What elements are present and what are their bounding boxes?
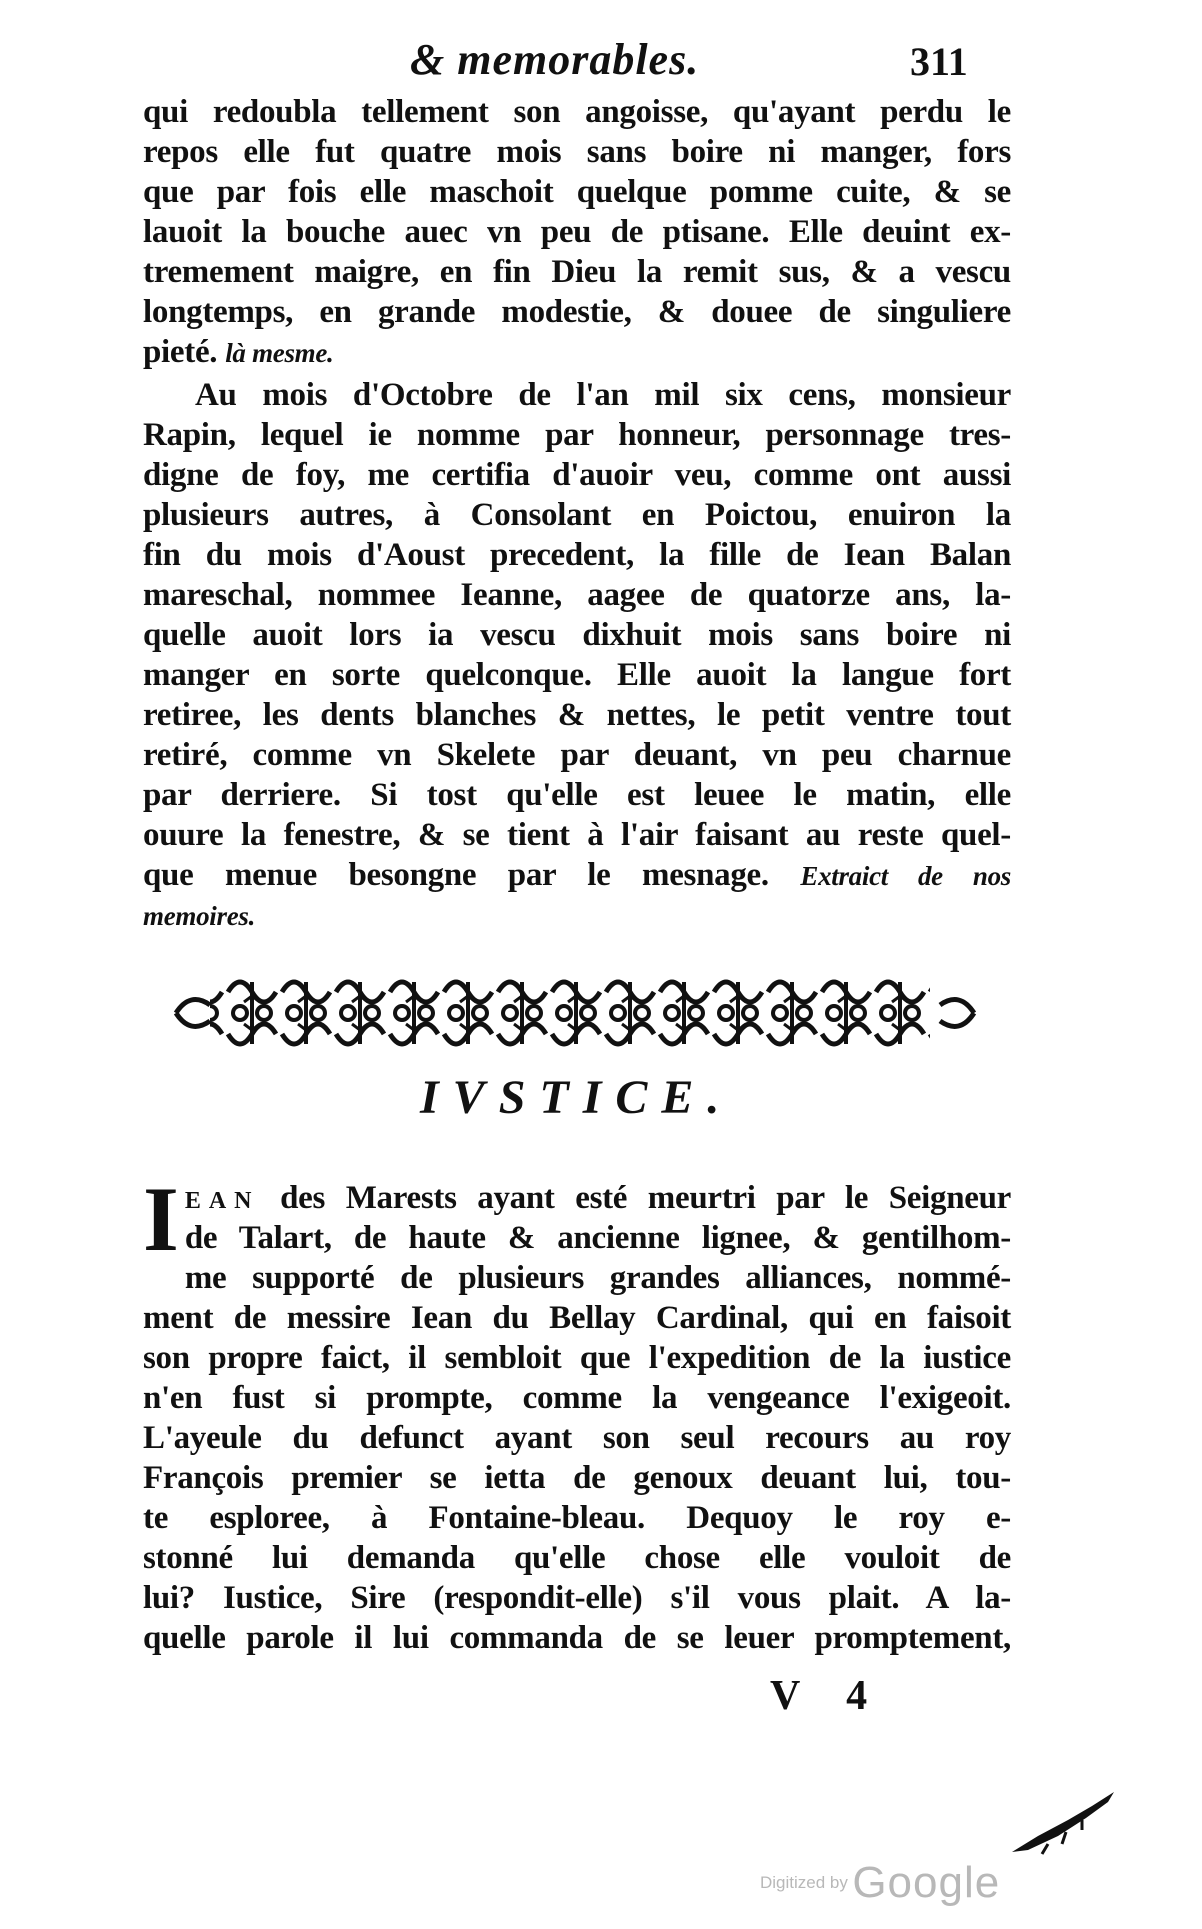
paragraph-rapin (143, 375, 1011, 935)
text-line: repos elle fut quatre mois sans boire ni manger, fors (143, 134, 1011, 170)
signature-mark: V 4 (770, 1673, 886, 1719)
section-title: IVSTICE. (420, 1071, 734, 1124)
text-fragment: des Marests ayant esté meurtri par le Seigneur (280, 1180, 1012, 1216)
text-line: stonné lui demanda qu'elle chose elle vouloit de (143, 1540, 1011, 1576)
text-line (143, 895, 1011, 935)
running-head: & memorables. (410, 35, 700, 84)
text-line: qui redoubla tellement son angoisse, qu'ayant perdu le (143, 94, 1011, 130)
text-line: ouure la fenestre, & se tient à l'air faisant au reste quel- (143, 817, 1011, 853)
text-line: de Talart, de haute & ancienne lignee, & gentilhom- (184, 1220, 1011, 1256)
text-line: n'en fust si prompte, comme la vengeance l'exigeoit. (143, 1380, 1011, 1416)
text-line: me supporté de plusieurs grandes alliances, nommé- (184, 1260, 1011, 1296)
small-caps-word: EAN (184, 1188, 260, 1214)
page-number: 311 (910, 39, 968, 84)
text-line: plusieurs autres, à Consolant en Poictou, enuiron la (143, 497, 1011, 533)
text-line: manger en sorte quelconque. Elle auoit la langue fort (143, 657, 1011, 693)
text-line: François premier se ietta de genoux deuant lui, tou- (143, 1460, 1011, 1496)
text-fragment: pieté. (143, 334, 218, 370)
text-line: tremement maigre, en fin Dieu la remit sus, & a vescu (143, 254, 1011, 290)
text-line (143, 1178, 1011, 1218)
text-line: retiree, les dents blanches & nettes, le petit ventre tout (143, 697, 1011, 733)
text-line: quelle auoit lors ia vescu dixhuit mois sans boire ni (143, 617, 1011, 653)
source-citation: là mesme. (225, 338, 334, 368)
text-fragment: que menue besongne par le mesnage. (143, 857, 769, 893)
text-line: fin du mois d'Aoust precedent, la fille de Iean Balan (143, 537, 1011, 573)
text-line: mareschal, nommee Ieanne, aagee de quatorze ans, la- (143, 577, 1011, 613)
google-logo-text: Google (852, 1858, 1001, 1907)
text-line: que par fois elle maschoit quelque pomme cuite, & se (143, 174, 1011, 210)
ink-smudge (1008, 1786, 1118, 1856)
text-line: longtemps, en grande modestie, & douee de singuliere (143, 294, 1011, 330)
text-line: digne de foy, me certifia d'auoir veu, comme ont aussi (143, 457, 1011, 493)
digitized-watermark (760, 1858, 1000, 1908)
source-citation: Extraict de nos (800, 861, 1011, 891)
text-line: ment de messire Iean du Bellay Cardinal, qui en faisoit (143, 1300, 1011, 1336)
page-header (410, 34, 1110, 94)
text-line: par derriere. Si tost qu'elle est leuee le matin, elle (143, 777, 1011, 813)
text-line (143, 332, 1011, 372)
text-line: Rapin, lequel ie nomme par honneur, personnage tres- (143, 417, 1011, 453)
watermark-small-text: Digitized by (760, 1873, 848, 1892)
text-line: te esploree, à Fontaine-bleau. Dequoy le roy e- (143, 1500, 1011, 1536)
text-line: quelle parole il lui commanda de se leuer promptement, (143, 1620, 1011, 1656)
text-line: lui? Iustice, Sire (respondit-elle) s'il vous plait. A la- (143, 1580, 1011, 1616)
ornament-band (170, 968, 980, 1058)
text-line (143, 855, 1011, 895)
text-line: retiré, comme vn Skelete par deuant, vn peu charnue (143, 737, 1011, 773)
text-line: lauoit la bouche auec vn peu de ptisane. Elle deuint ex- (143, 214, 1011, 250)
source-citation-end: memoires. (143, 901, 256, 931)
text-line: Au mois d'Octobre de l'an mil six cens, monsieur (195, 377, 1011, 413)
paragraph-justice (143, 1168, 1012, 1658)
drop-cap: I (143, 1168, 179, 1270)
paragraph-continuation (143, 92, 1011, 372)
text-line: son propre faict, il sembloit que l'expedition de la iustice (143, 1340, 1011, 1376)
text-line: L'ayeule du defunct ayant son seul recours au roy (143, 1420, 1011, 1456)
